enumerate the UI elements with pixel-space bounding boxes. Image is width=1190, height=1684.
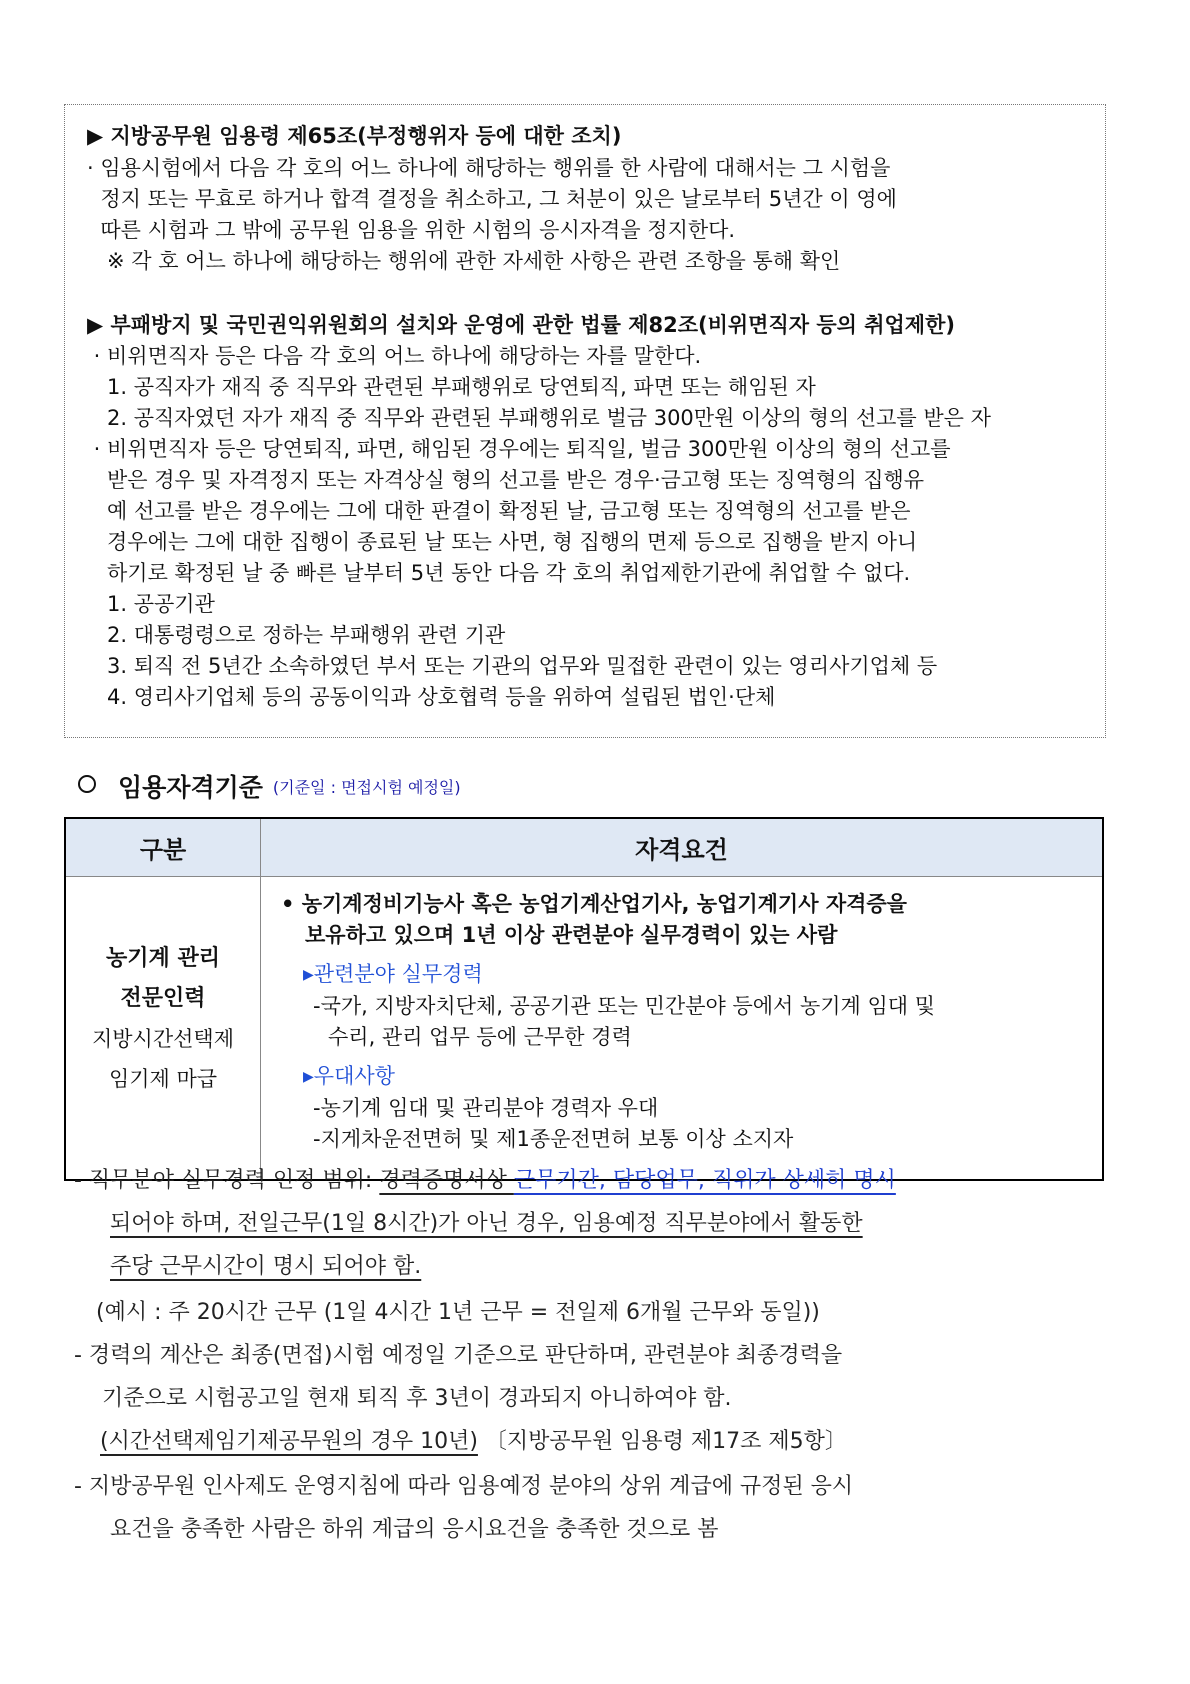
triangle-right-icon: ▶ [303, 967, 314, 983]
note-3-line-1: - 지방공무원 인사제도 운영지침에 따라 임용예정 분야의 상위 계급에 규정된 응시 [74, 1474, 854, 1499]
sec1-line: 따른 시험과 그 밖에 공무원 임용을 위한 시험의 응시자격을 정지한다. [87, 218, 736, 242]
sub-heading-label: 관련분야 실무경력 [313, 962, 483, 986]
table-header-category: 구분 [65, 818, 261, 877]
section-basis-date: (기준일 : 면접시험 예정일) [272, 778, 461, 797]
category-line: 임기제 마급 [108, 1067, 218, 1091]
table-header-requirement: 자격요건 [261, 818, 1104, 877]
note-underline: (시간선택제임기제공무원의 경우 10년) [100, 1429, 478, 1454]
section-title: 임용자격기준 [118, 773, 263, 802]
sec2-line: · 비위면직자 등은 다음 각 호의 어느 하나에 해당하는 자를 말한다. [87, 344, 702, 368]
sec2-line: 1. 공공기관 [87, 592, 215, 616]
sub-heading-experience [303, 959, 1102, 991]
note-text: - 직무분야 실무경력 인정 범위: [74, 1168, 380, 1193]
sec2-line: 2. 대통령령으로 정하는 부패행위 관련 기관 [87, 623, 506, 647]
note-2-line-1: - 경력의 계산은 최종(면접)시험 예정일 기준으로 판단하며, 관련분야 최종경력을 [74, 1343, 843, 1368]
sec2-line: · 비위면직자 등은 당연퇴직, 파면, 해임된 경우에는 퇴직일, 벌금 300만원 이상의 형의 선고를 [87, 437, 951, 461]
sec2-line: 3. 퇴직 전 5년간 소속하였던 부서 또는 기관의 업무와 밀접한 관련이 있는 영리사기업체 등 [87, 654, 938, 678]
sec1-title: ▶ 지방공무원 임용령 제65조(부정행위자 등에 대한 조치) [87, 124, 622, 148]
note-1-line-3: 주당 근무시간이 명시 되어야 함. [110, 1254, 422, 1279]
qualification-table [64, 817, 1104, 1181]
requirement-cell [261, 877, 1104, 1181]
sub-heading-label: 우대사항 [313, 1064, 395, 1088]
note-3-line-2: 요건을 충족한 사람은 하위 계급의 응시요건을 충족한 것으로 봄 [110, 1517, 719, 1542]
req-main-line: 보유하고 있으며 1년 이상 관련분야 실무경력이 있는 사람 [305, 923, 838, 947]
req-detail-line: -국가, 지방자치단체, 공공기관 또는 민간분야 등에서 농기계 임대 및 [313, 994, 936, 1018]
sec2-line: 받은 경우 및 자격정지 또는 자격상실 형의 선고를 받은 경우·금고형 또는 징역형의 집행유 [87, 468, 925, 492]
sec2-line: 4. 영리사기업체 등의 공동이익과 상호협력 등을 위하여 설립된 법인·단체 [87, 685, 776, 709]
section-heading [78, 768, 461, 804]
category-cell [65, 877, 261, 1181]
note-text: 〔지방공무원 임용령 제17조 제5항〕 [477, 1429, 847, 1454]
req-detail-line: -농기계 임대 및 관리분야 경력자 우대 [313, 1096, 659, 1120]
circle-bullet-icon [78, 775, 96, 793]
note-1-example: (예시 : 주 20시간 근무 (1일 4시간 1년 근무 = 전일제 6개월 근무와 동일)) [96, 1300, 820, 1325]
note-underline: 경력증명서상 [379, 1168, 514, 1193]
category-line: 지방시간선택제 [91, 1027, 234, 1051]
category-line: 전문인력 [120, 986, 206, 1011]
sec2-line: 2. 공직자였던 자가 재직 중 직무와 관련된 부패행위로 벌금 300만원 이상의 형의 선고를 받은 자 [87, 406, 991, 430]
req-detail-line: 수리, 관리 업무 등에 근무한 경력 [328, 1025, 632, 1049]
sec2-title: ▶ 부패방지 및 국민권익위원회의 설치와 운영에 관한 법률 제82조(비위면직자 등의 취업제한) [87, 313, 955, 337]
note-1-line-2: 되어야 하며, 전일근무(1일 8시간)가 아닌 경우, 임용예정 직무분야에서 활동한 [110, 1211, 863, 1236]
sec2-line: 하기로 확정된 날 중 빠른 날부터 5년 동안 다음 각 호의 취업제한기관에 취업할 수 없다. [87, 561, 911, 585]
table-row [65, 877, 1103, 1181]
category-line: 농기계 관리 [106, 946, 220, 971]
sec2-line: 1. 공직자가 재직 중 직무와 관련된 부패행위로 당연퇴직, 파면 또는 해임된 자 [87, 375, 816, 399]
note-highlight: 근무기간, 담당업무, 직위가 상세히 명시 [513, 1168, 896, 1193]
sec1-line: 정지 또는 무효로 하거나 합격 결정을 취소하고, 그 처분이 있은 날로부터 5년간 이 영에 [87, 187, 897, 211]
note-2-line-3 [100, 1427, 847, 1457]
sec1-note: ※ 각 호 어느 하나에 해당하는 행위에 관한 자세한 사항은 관련 조항을 통해 확인 [87, 249, 841, 273]
sec1-line: · 임용시험에서 다음 각 호의 어느 하나에 해당하는 행위를 한 사람에 대해서는 그 시험을 [87, 156, 891, 180]
sec2-line: 경우에는 그에 대한 집행이 종료된 날 또는 사면, 형 집행의 면제 등으로 집행을 받지 아니 [87, 530, 918, 554]
legal-reference-box [64, 104, 1106, 738]
triangle-right-icon: ▶ [303, 1069, 314, 1085]
req-detail-line: -지게차운전면허 및 제1종운전면허 보통 이상 소지자 [313, 1127, 794, 1151]
req-main-line: • 농기계정비기능사 혹은 농업기계산업기사, 농업기계기사 자격증을 [281, 892, 907, 916]
note-1-line-1 [74, 1166, 896, 1196]
sub-heading-preference [303, 1061, 1102, 1093]
sec2-line: 예 선고를 받은 경우에는 그에 대한 판결이 확정된 날, 금고형 또는 징역형의 선고를 받은 [87, 499, 911, 523]
note-2-line-2: 기준으로 시험공고일 현재 퇴직 후 3년이 경과되지 아니하여야 함. [102, 1386, 732, 1411]
